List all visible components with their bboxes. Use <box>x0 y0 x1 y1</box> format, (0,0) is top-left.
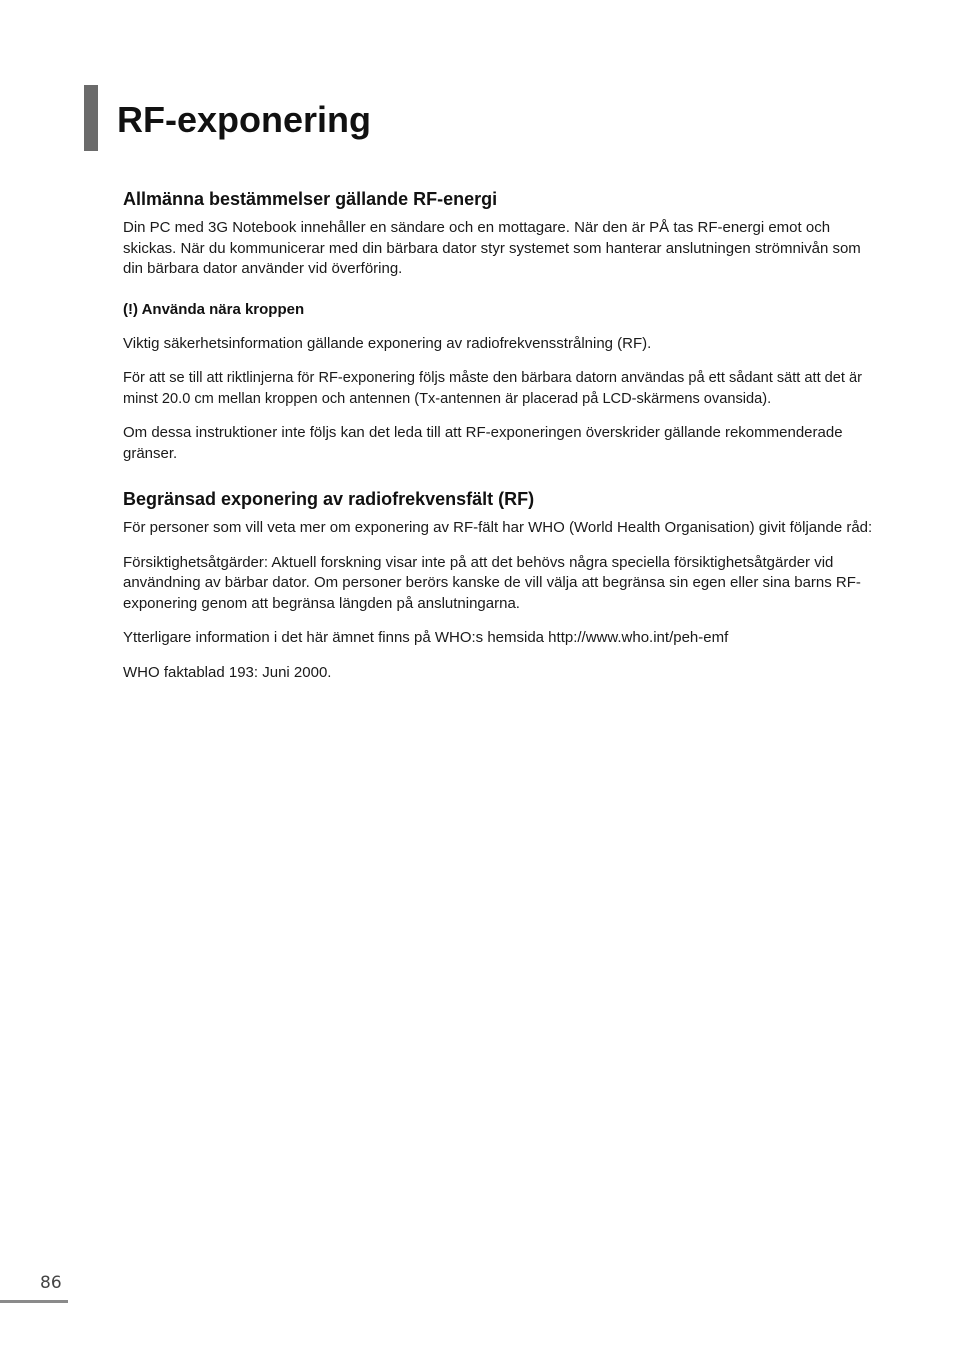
paragraph-transmitter-info: Din PC med 3G Notebook innehåller en sändare och en mottagare. När den är PÅ tas RF-energi emot och skickas. När du kommunicerar med din bärbara dator styr systemet som hanterar anslutningen strömnivån som din bärbara dator använder vid överföring. <box>123 219 861 277</box>
page-number: 86 <box>40 1273 62 1293</box>
page-content <box>123 186 883 697</box>
paragraph-safety-info: Viktig säkerhetsinformation gällande exponering av radiofrekvensstrålning (RF). <box>123 334 652 352</box>
paragraph-who-advice-intro: För personer som vill veta mer om exponering av RF-fält har WHO (World Health Organisation) givit följande råd: <box>123 519 873 536</box>
paragraph-precautions: Försiktighetsåtgärder: Aktuell forskning visar inte på att det behövs några speciella försiktighetsåtgärder vid användning av bärbar dator. Om personer berörs kanske de vill välja att begränsa sin egen eller sina barns RF-exponering genom att begränsa längden på anslutningarna. <box>123 553 861 612</box>
paragraph-who-website: Ytterligare information i det här ämnet finns på WHO:s hemsida http://www.who.int/peh-emf <box>123 629 729 646</box>
page-title: RF-exponering <box>117 99 372 140</box>
section-heading-general-rf: Allmänna bestämmelser gällande RF-energi <box>123 189 498 209</box>
subsection-heading-body-use: (!) Använda nära kroppen <box>123 300 305 318</box>
page-number-rule <box>0 1300 68 1303</box>
title-accent-bar <box>84 85 98 151</box>
section-heading-limited-exposure: Begränsad exponering av radiofrekvensfält (RF) <box>123 489 535 509</box>
paragraph-distance-requirement: För att se till att riktlinjerna för RF-exponering följs måste den bärbara datorn användas på ett sådant sätt att det är minst 20.0 cm mellan kroppen och antennen (Tx-antennen är placerad på LCD-skärmens ovansida). <box>123 370 862 407</box>
paragraph-who-factsheet: WHO faktablad 193: Juni 2000. <box>123 663 332 681</box>
paragraph-exposure-warning: Om dessa instruktioner inte följs kan det leda till att RF-exponeringen överskrider gällande rekommenderade gränser. <box>123 424 843 462</box>
